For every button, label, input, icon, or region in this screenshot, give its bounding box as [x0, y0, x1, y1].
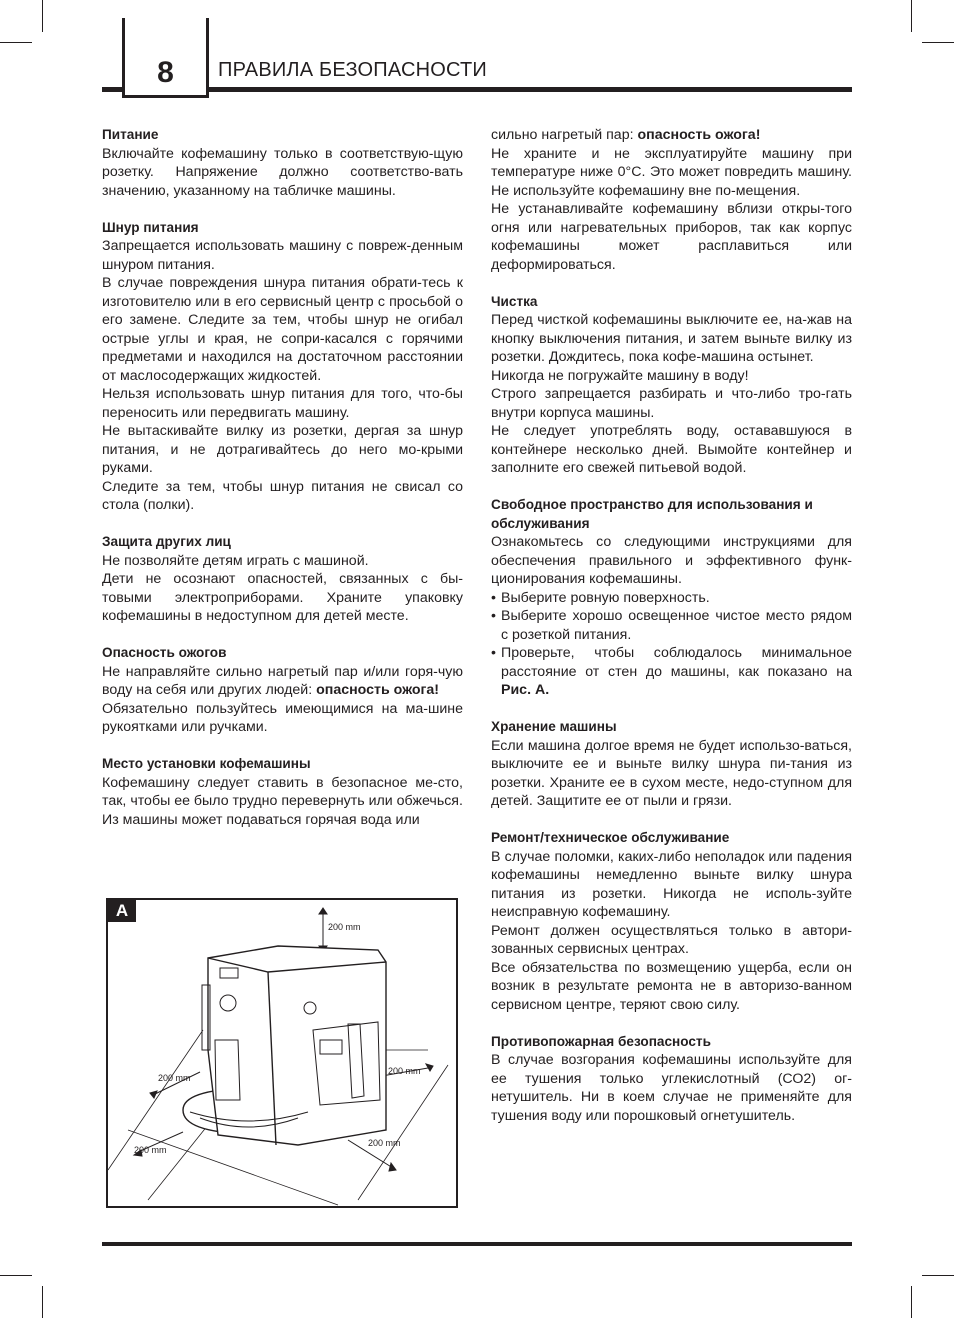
paragraph: Не храните и не эксплуатируйте машину при температуре ниже 0°С. Это может повредить машину. Не используйте кофемашину вне по-мещения.: [491, 145, 852, 199]
dimension-front-left-label: 200 mm: [134, 1145, 167, 1155]
list-item-text: Проверьте, чтобы соблюдалось минимальное расстояние от стен до машины, как показано на: [501, 645, 852, 680]
crop-mark: [922, 42, 954, 43]
figure-a-clearance-diagram: [106, 898, 458, 1208]
crop-mark: [0, 42, 32, 43]
crop-mark: [42, 1286, 43, 1318]
list-item: • Выберите ровную поверхность.: [491, 589, 852, 608]
paragraph: Следите за тем, чтобы шнур питания не свисал со стола (полки).: [102, 478, 463, 513]
section-title: Хранение машины: [491, 719, 617, 734]
section-title: Шнур питания: [102, 219, 199, 235]
dimension-top-label: 200 mm: [328, 922, 361, 932]
paragraph-text: Не направляйте сильно нагретый пар и/или горя-чую воду на себя или других людей:: [102, 663, 463, 698]
crop-mark: [922, 1275, 954, 1276]
section-title: Свободное пространство для использования и обслуживания: [491, 497, 813, 531]
footer-rule: [102, 1242, 852, 1246]
list-item: [491, 644, 852, 700]
paragraph: Никогда не погружайте машину в воду!: [491, 367, 749, 384]
crop-mark: [911, 0, 912, 32]
section-title: Защита других лиц: [102, 534, 231, 549]
left-column: [102, 126, 463, 829]
paragraph: Все обязательства по возмещению ущерба, если он возник в результате ремонта не в авторизо-ванном сервисном центре, теряют свою силу.: [491, 959, 852, 1013]
crop-mark: [911, 1286, 912, 1318]
coffee-machine-illustration: [108, 900, 458, 1208]
paragraph: Не вытаскивайте вилку из розетки, дергая за шнур питания, и не дотрагивайтесь до него мо-крыми руками.: [102, 423, 463, 476]
page-title: ПРАВИЛА БЕЗОПАСНОСТИ: [218, 59, 487, 81]
paragraph: Обязательно пользуйтесь имеющимися на ма-шине рукоятками или ручками.: [102, 700, 463, 735]
paragraph: Кофемашину следует ставить в безопасное ме-сто, так, чтобы ее было трудно перевернуть или обжечься.: [102, 774, 463, 809]
paragraph: Строго запрещается разбирать и что-либо тро-гать внутри корпуса машины.: [491, 386, 852, 421]
section-title: Опасность ожогов: [102, 645, 227, 660]
right-column: [491, 126, 852, 1125]
header-rule: [102, 87, 852, 92]
bullet-list: [491, 589, 852, 700]
list-item: • Выберите хорошо освещенное чистое место рядом с розеткой питания.: [491, 607, 852, 644]
paragraph: Перед чисткой кофемашины выключите ее, на-жав на кнопку выключения питания, и затем выньте вилку из розетки. Дождитесь, пока кофе-машина остынет.: [491, 312, 852, 365]
page-number: 8: [157, 56, 174, 89]
dimension-front-right-label: 200 mm: [368, 1138, 401, 1148]
section-title: Чистка: [491, 293, 538, 309]
crop-mark: [0, 1275, 32, 1276]
paragraph: Не устанавливайте кофемашину вблизи откры-того огня или нагревательных приборов, так как корпус кофемашины может расплавиться или деформироваться.: [491, 201, 852, 273]
paragraph: Запрещается использовать машину с повреж-денным шнуром питания.: [102, 238, 463, 273]
section-title: Ремонт/техническое обслуживание: [491, 830, 730, 845]
paragraph: В случае поломки, каких-либо неполадок или падения кофемашины немедленно выньте вилку шнура питания из розетки. Никогда не исполь-зуйте неисправную кофемашину.: [491, 848, 852, 920]
paragraph-text: сильно нагретый пар:: [491, 127, 638, 143]
paragraph: Ремонт должен осуществляться только в автори-зованных сервисных центрах.: [491, 922, 852, 957]
section-title: Противопожарная безопасность: [491, 1033, 711, 1049]
warning-text: опасность ожога!: [316, 682, 440, 698]
paragraph: Если машина долгое время не будет использо-ваться, выключите ее и выньте вилку шнура пи-тания из розетки. Храните ее в сухом месте, недо-ступном для детей. Защитите ее от пыли и грязи.: [491, 737, 852, 809]
dimension-left-label: 200 mm: [158, 1073, 191, 1083]
paragraph: Не позволяйте детям играть с машиной.: [102, 552, 369, 569]
paragraph: Включайте кофемашину только в соответствую-щую розетку. Напряжение должно соответство-вать значению, указанному на табличке машины.: [102, 145, 463, 199]
paragraph: [491, 126, 852, 145]
paragraph: В случае возгорания кофемашины используйте для ее тушения только углекислотный (СО2) ог-нетушитель. Ни в коем случае не применяйте для тушения воду или порошковый огнетушитель.: [491, 1052, 852, 1124]
crop-mark: [42, 0, 43, 32]
figure-label: A: [108, 900, 136, 922]
section-title: Место установки кофемашины: [102, 756, 311, 771]
dimension-right-label: 200 mm: [388, 1066, 421, 1076]
figure-reference: Рис. А.: [501, 682, 550, 698]
paragraph: Дети не осознают опасностей, связанных с бы-товыми электроприборами. Храните упаковку кофемашины в недоступном для детей месте.: [102, 571, 463, 624]
paragraph: Ознакомьтесь со следующими инструкциями для обеспечения правильного и эффективного функ-ционирования кофемашины.: [491, 534, 852, 587]
paragraph: [102, 663, 463, 700]
section-title: Питание: [102, 127, 159, 142]
paragraph: В случае повреждения шнура питания обрати-тесь к изготовителю или в его сервисный центр с просьбой о его замене. Следите за тем, чтобы шнур не огибал острые углы и края, не сопри-касался с горячими предметами и находился на достаточном расстоянии от маслосодержащих жидкостей.: [102, 275, 463, 384]
warning-text: опасность ожога!: [637, 127, 761, 143]
paragraph: Не следует употреблять воду, остававшуюся в контейнере несколько дней. Вымойте контейнер и заполните его свежей питьевой водой.: [491, 423, 852, 476]
paragraph: Из машины может подаваться горячая вода или: [102, 811, 420, 828]
page-number-tab: [122, 18, 209, 98]
paragraph: Нельзя использовать шнур питания для того, что-бы переносить или передвигать машину.: [102, 386, 463, 421]
